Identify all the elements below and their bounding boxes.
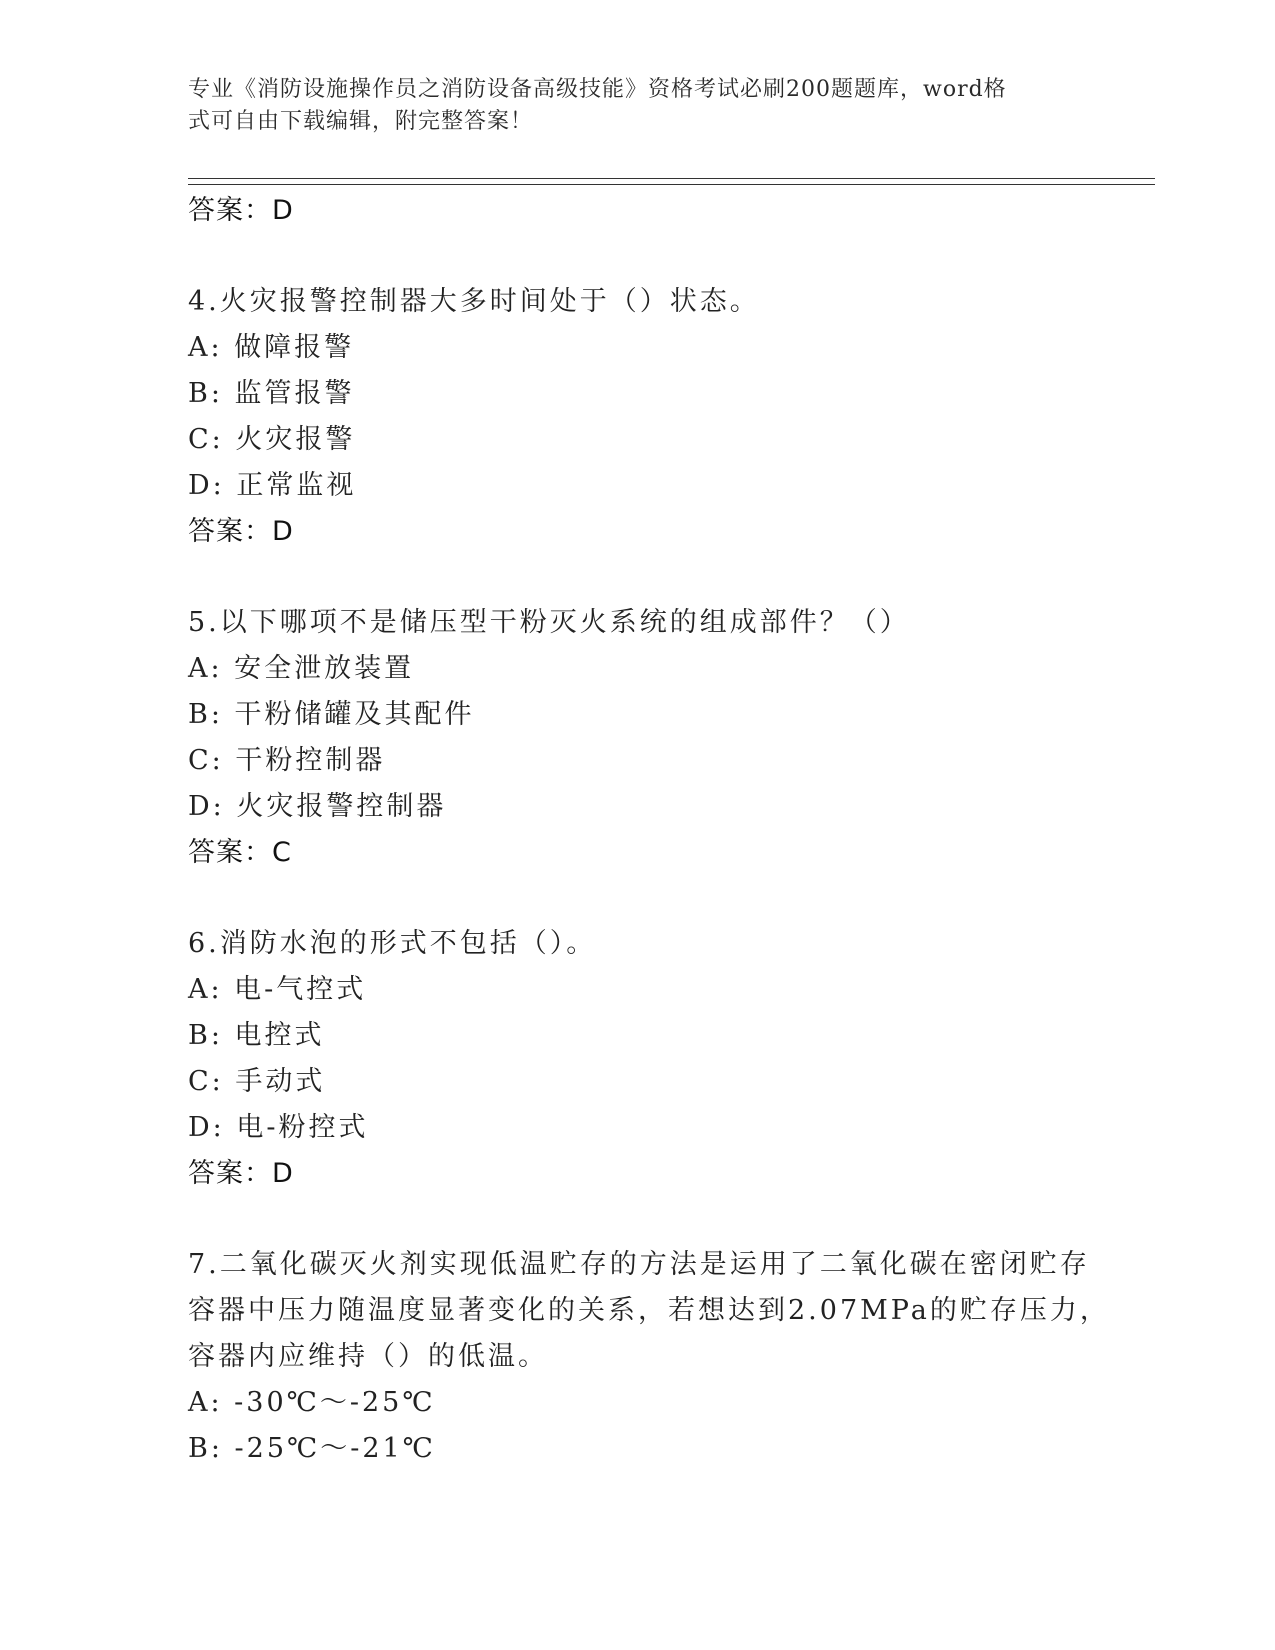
option-d: D: 电-粉控式 — [188, 1112, 369, 1143]
answer-line: 答案：C — [188, 837, 292, 868]
option-a: A: -30℃～-25℃ — [188, 1387, 436, 1418]
option-b: B: 监管报警 — [188, 378, 355, 409]
option-b: B: 干粉储罐及其配件 — [188, 699, 475, 730]
header-line-2: 式可自由下载编辑，附完整答案！ — [188, 109, 534, 134]
question-stem-line-2: 容器中压力随温度显著变化的关系，若想达到2.07MPa的贮存压力， — [188, 1295, 1110, 1326]
answer-line: 答案：D — [188, 1158, 294, 1189]
question-stem-line-3: 容器内应维持（）的低温。 — [188, 1341, 548, 1372]
question-stem-line-1: 7.二氧化碳灭火剂实现低温贮存的方法是运用了二氧化碳在密闭贮存 — [188, 1249, 1090, 1280]
answer-line: 答案：D — [188, 195, 294, 226]
question-6 — [188, 921, 1088, 1197]
option-d: D: 正常监视 — [188, 470, 357, 501]
option-c: C: 手动式 — [188, 1066, 326, 1097]
question-5 — [188, 600, 1088, 876]
option-b: B: 电控式 — [188, 1020, 325, 1051]
option-b: B: -25℃～-21℃ — [188, 1433, 436, 1464]
option-a: A: 做障报警 — [188, 332, 355, 363]
option-c: C: 干粉控制器 — [188, 745, 386, 776]
question-4 — [188, 279, 1088, 555]
document-body — [188, 188, 1110, 1472]
option-d: D: 火灾报警控制器 — [188, 791, 447, 822]
question-stem: 6.消防水泡的形式不包括（）。 — [188, 928, 597, 959]
question-7 — [188, 1242, 1110, 1472]
question-stem: 5.以下哪项不是储压型干粉灭火系统的组成部件？（） — [188, 607, 910, 638]
option-a: A: 电-气控式 — [188, 974, 367, 1005]
header-divider — [188, 178, 1155, 185]
header-line-1: 专业《消防设施操作员之消防设备高级技能》资格考试必刷200题题库，word格 — [188, 77, 1007, 102]
question-stem: 4.火灾报警控制器大多时间处于（）状态。 — [188, 286, 760, 317]
page-header — [188, 74, 1068, 138]
answer-line: 答案：D — [188, 516, 294, 547]
option-c: C: 火灾报警 — [188, 424, 356, 455]
option-a: A: 安全泄放装置 — [188, 653, 415, 684]
